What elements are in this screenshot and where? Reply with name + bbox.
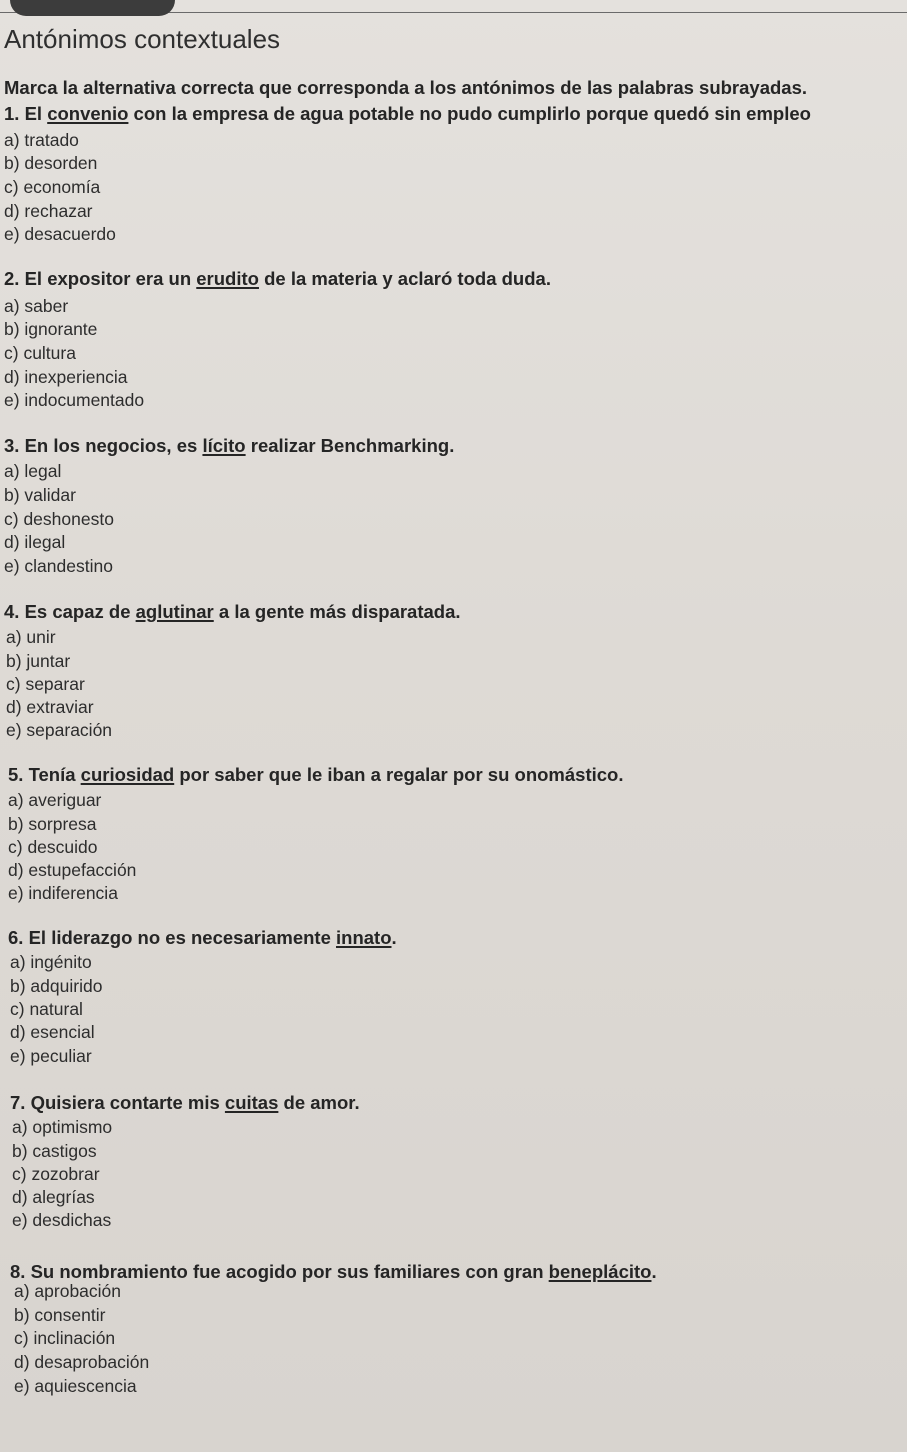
underlined-word: aglutinar — [135, 601, 214, 622]
question-text: por saber que le iban a regalar por su onomástico. — [174, 764, 624, 785]
option-5a[interactable]: a) averiguar — [8, 790, 102, 810]
option-1b[interactable]: b) desorden — [4, 153, 98, 173]
question-1 — [4, 103, 811, 125]
option-7c[interactable]: c) zozobrar — [12, 1164, 100, 1184]
option-4b[interactable]: b) juntar — [6, 651, 71, 671]
option-5c[interactable]: c) descuido — [8, 837, 98, 857]
option-3b[interactable]: b) validar — [4, 485, 76, 505]
question-5 — [8, 764, 623, 786]
question-text: realizar Benchmarking. — [245, 435, 455, 456]
option-8b[interactable]: b) consentir — [14, 1305, 106, 1325]
option-3c[interactable]: c) deshonesto — [4, 509, 114, 529]
option-5e[interactable]: e) indiferencia — [8, 883, 118, 903]
question-2 — [4, 268, 551, 290]
option-3d[interactable]: d) ilegal — [4, 532, 66, 552]
underlined-word: curiosidad — [80, 764, 175, 785]
option-3e[interactable]: e) clandestino — [4, 556, 113, 576]
underlined-word: erudito — [196, 268, 259, 289]
option-8e[interactable]: e) aquiescencia — [14, 1376, 137, 1396]
option-7e[interactable]: e) desdichas — [12, 1210, 112, 1230]
question-7 — [10, 1092, 360, 1114]
option-8a[interactable]: a) aprobación — [14, 1281, 122, 1301]
question-text: 5. Tenía — [8, 764, 81, 785]
underlined-word: cuitas — [224, 1092, 279, 1113]
question-text: 4. Es capaz de — [4, 601, 136, 622]
question-6 — [8, 927, 397, 949]
option-6e[interactable]: e) peculiar — [10, 1046, 92, 1066]
question-3 — [4, 435, 454, 457]
question-text: de la materia y aclaró toda duda. — [258, 268, 551, 289]
question-text: con la empresa de agua potable no pudo cumplirlo porque quedó sin empleo — [128, 103, 811, 124]
option-5b[interactable]: b) sorpresa — [8, 814, 97, 834]
option-4c[interactable]: c) separar — [6, 674, 85, 694]
option-1e[interactable]: e) desacuerdo — [4, 224, 116, 244]
option-6c[interactable]: c) natural — [10, 999, 83, 1019]
option-1c[interactable]: c) economía — [4, 177, 101, 197]
option-2a[interactable]: a) saber — [4, 296, 69, 316]
option-6b[interactable]: b) adquirido — [10, 976, 103, 996]
option-1a[interactable]: a) tratado — [4, 130, 79, 150]
option-7b[interactable]: b) castigos — [12, 1141, 97, 1161]
page-title: Antónimos contextuales — [4, 24, 281, 54]
instructions: Marca la alternativa correcta que corresponda a los antónimos de las palabras subrayadas. — [4, 77, 808, 98]
option-5d[interactable]: d) estupefacción — [8, 860, 137, 880]
question-text: 6. El liderazgo no es necesariamente — [8, 927, 336, 948]
option-4d[interactable]: d) extraviar — [6, 697, 94, 717]
question-text: 8. Su nombramiento fue acogido por sus familiares con gran — [10, 1261, 549, 1282]
question-text: 1. El — [4, 103, 48, 124]
option-2c[interactable]: c) cultura — [4, 343, 76, 363]
option-1d[interactable]: d) rechazar — [4, 201, 93, 221]
option-3a[interactable]: a) legal — [4, 461, 62, 481]
option-7d[interactable]: d) alegrías — [12, 1187, 95, 1207]
question-text: . — [651, 1261, 657, 1282]
option-2e[interactable]: e) indocumentado — [4, 390, 145, 410]
option-2d[interactable]: d) inexperiencia — [4, 367, 128, 387]
underlined-word: beneplácito — [548, 1261, 652, 1282]
option-8c[interactable]: c) inclinación — [14, 1328, 116, 1348]
option-7a[interactable]: a) optimismo — [12, 1117, 113, 1137]
question-8 — [10, 1261, 657, 1283]
option-8d[interactable]: d) desaprobación — [14, 1352, 150, 1372]
question-text: 2. El expositor era un — [4, 268, 197, 289]
question-text: a la gente más disparatada. — [213, 601, 461, 622]
question-4 — [4, 601, 461, 623]
underlined-word: innato — [336, 927, 392, 948]
question-text: 3. En los negocios, es — [4, 435, 203, 456]
underlined-word: lícito — [202, 435, 246, 456]
option-4a[interactable]: a) unir — [6, 627, 56, 647]
option-2b[interactable]: b) ignorante — [4, 319, 98, 339]
underlined-word: convenio — [47, 103, 129, 124]
option-6a[interactable]: a) ingénito — [10, 952, 92, 972]
question-text: 7. Quisiera contarte mis — [10, 1092, 225, 1113]
option-6d[interactable]: d) esencial — [10, 1022, 95, 1042]
option-4e[interactable]: e) separación — [6, 720, 113, 740]
header-tab — [10, 0, 175, 16]
question-text: . — [391, 927, 397, 948]
question-text: de amor. — [278, 1092, 360, 1113]
